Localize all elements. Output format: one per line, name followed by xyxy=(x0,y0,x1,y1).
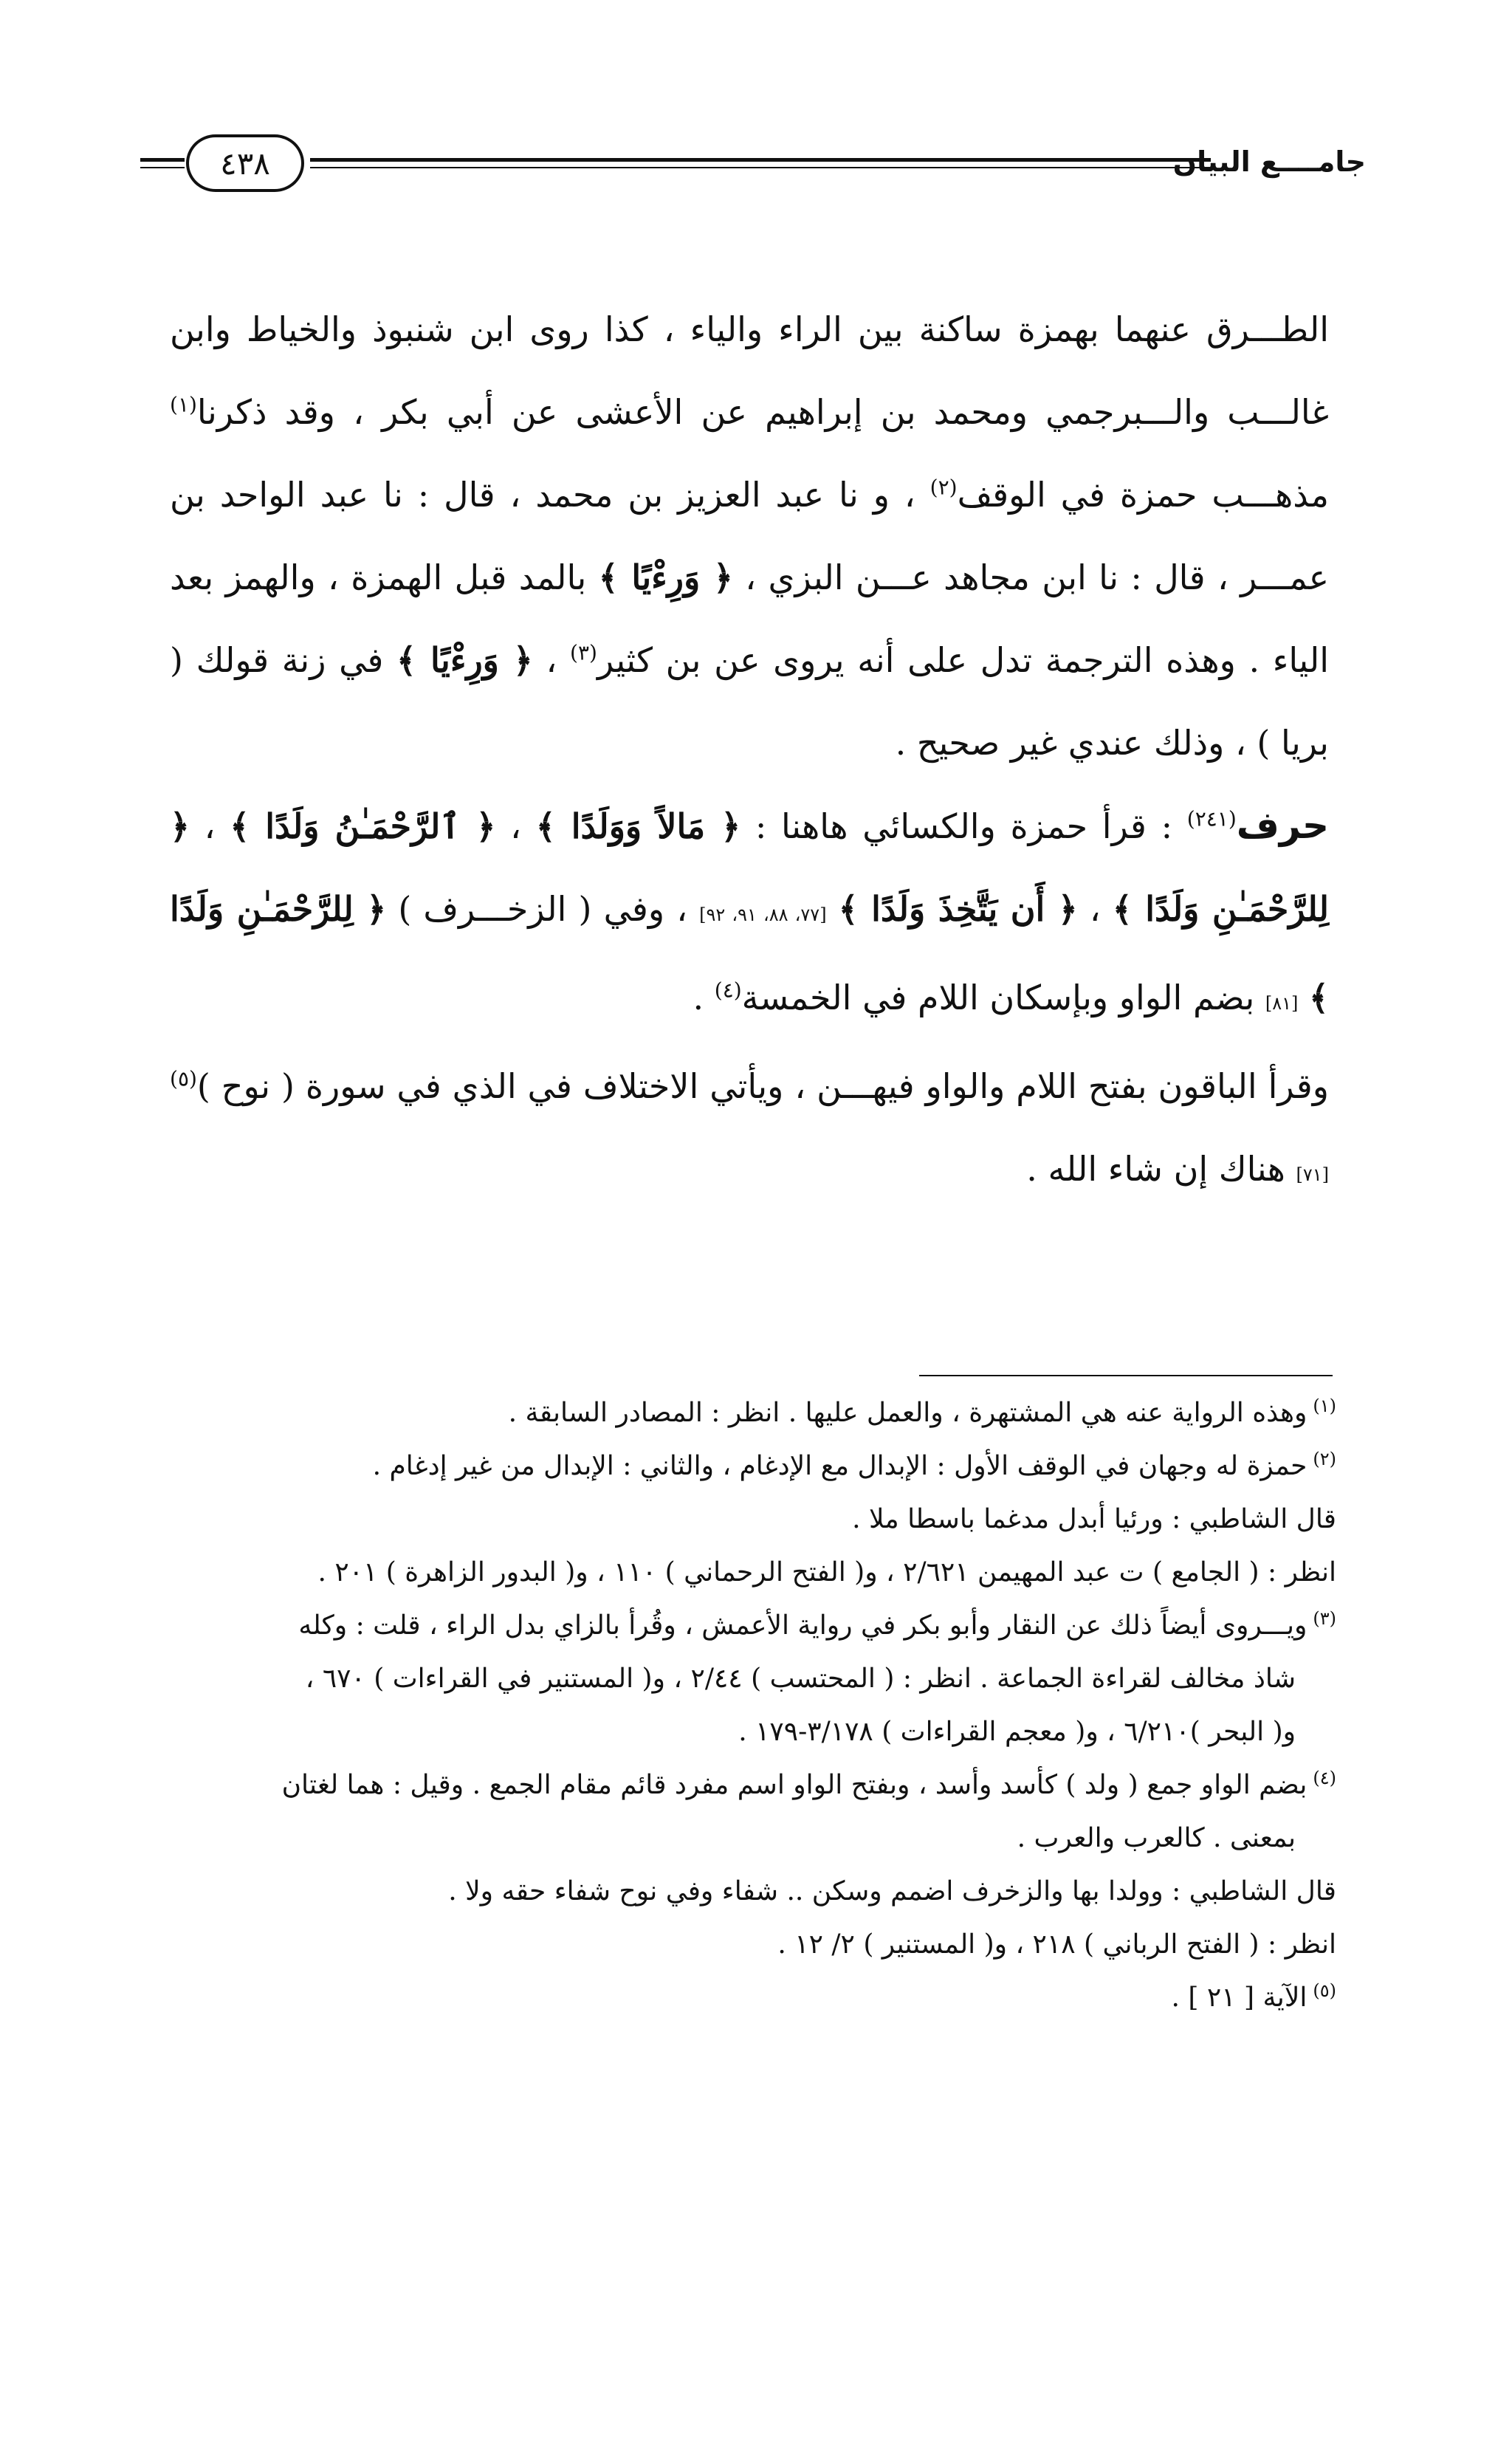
footnote-3-text: ويـــروى أيضاً ذلك عن النقار وأبو بكر في رواية الأعمش ، وقُرأ بالزاي بدل الراء ، قلت : وكله xyxy=(298,1610,1307,1641)
footnote-1-text: وهذه الرواية عنه هي المشتهرة ، والعمل عليها . انظر : المصادر السابقة . xyxy=(508,1398,1307,1428)
footnote-1 xyxy=(155,1387,1336,1440)
footnote-3-cont-1-text: شاذ مخالف لقراءة الجماعة . انظر : ( المحتسب ) ٢/٤٤ ، و( المستنير في القراءات ) ٦٧٠ ، xyxy=(305,1664,1296,1694)
footnote-2-cont-2 xyxy=(155,1546,1336,1599)
footnote-2-text: حمزة له وجهان في الوقف الأول : الإبدال مع الإدغام ، والثاني : الإبدال من غير إدغام . xyxy=(372,1451,1307,1481)
header-rule-left-thin xyxy=(140,167,185,168)
footnote-4-cont-1-text: بمعنى . كالعرب والعرب . xyxy=(1017,1823,1296,1853)
p2-line-3b: . xyxy=(693,978,704,1017)
harf-label: حرف xyxy=(1236,804,1330,847)
verse-1: ﴿ مَالاً وَوَلَدًا ﴾ xyxy=(535,806,741,846)
footnote-2-cont-1 xyxy=(155,1493,1336,1546)
footnote-ref-3[interactable]: (٣) xyxy=(570,640,597,665)
footnote-ref-5[interactable]: (٥) xyxy=(170,1066,197,1091)
running-header xyxy=(140,126,1366,199)
p2-line-1a: : قرأ حمزة والكسائي هاهنا : xyxy=(755,806,1173,846)
footnote-3-number: (٣) xyxy=(1313,1608,1336,1629)
footnote-ref-2[interactable]: (٢) xyxy=(929,475,958,500)
header-rule-left xyxy=(140,158,185,162)
footnote-4-cont-1 xyxy=(155,1812,1336,1865)
header-rule-thick xyxy=(310,158,1211,162)
harf-number: (٢٤١) xyxy=(1186,806,1237,831)
p1-line-4a: عمـــر ، قال : نا ابن مجاهد عـــن البزي ، xyxy=(745,557,1330,597)
p3-line-2b: هناك إن شاء الله . xyxy=(1026,1149,1285,1189)
p2-line-3a: بضم الواو وبإسكان اللام في الخمسة xyxy=(741,978,1255,1017)
footnote-3-cont-2 xyxy=(155,1706,1336,1759)
footnote-2 xyxy=(155,1440,1336,1493)
footnote-ref-4[interactable]: (٤) xyxy=(714,978,742,1003)
p1-line-2: غالـــب والـــبرجمي ومحمد بن إبراهيم عن الأعشى عن أبي بكر ، وقد ذكرنا xyxy=(196,392,1329,432)
p1-line-6: ( بريا ) ، وذلك عندي غير صحيح . xyxy=(170,640,1329,763)
verse-3: ﴿ لِلرَّحْمَـٰنِ وَلَدًا ﴾ xyxy=(170,806,1329,929)
footnote-5 xyxy=(155,1971,1336,2025)
p1-line-3b: ، و نا عبد العزيز بن محمد ، قال : نا عبد الواحد بن xyxy=(170,475,915,515)
footnote-1-number: (١) xyxy=(1313,1396,1336,1416)
verse-4: ﴿ أَن يَتَّخِذَ وَلَدًا ﴾ xyxy=(838,889,1078,929)
p1-line-1: الطـــرق عنهما بهمزة ساكنة بين الراء والياء ، كذا روى ابن شنبوذ والخياط وابن xyxy=(170,309,1329,349)
footnote-2-cont-2-text: انظر : ( الجامع ) ت عبد المهيمن ٢/٦٢١ ، و( الفتح الرحماني ) ١١٠ ، و( البدور الزاهرة ) ٢٠١ . xyxy=(317,1557,1336,1588)
p2-line-2b: ، وفي ( الزخـــرف ) xyxy=(398,889,688,929)
p1-line-3: مذهـــب حمزة في الوقف xyxy=(957,475,1330,515)
main-text xyxy=(170,288,1329,1216)
footnote-5-number: (٥) xyxy=(1313,1980,1336,2001)
footnote-2-number: (٢) xyxy=(1313,1449,1336,1469)
paragraph-1 xyxy=(170,288,1329,784)
footnote-4-text: بضم الواو جمع ( ولد ) كأسد وأسد ، وبفتح الواو اسم مفرد قائم مقام الجمع . وقيل : هما لغتان xyxy=(281,1770,1307,1800)
footnote-4-cont-3 xyxy=(155,1918,1336,1971)
verse-wariya-1: ﴿ وَرِءْيًا ﴾ xyxy=(598,557,733,597)
page-number: ٤٣٨ xyxy=(220,145,270,182)
verse-4-ref: [٧٧، ٨٨، ٩١، ٩٢] xyxy=(699,905,827,925)
footnote-3-cont-1 xyxy=(155,1652,1336,1706)
footnote-3-cont-2-text: و( البحر )٦/٢١٠ ، و( معجم القراءات ) ٣/١٧٨-١٧٩ . xyxy=(738,1717,1296,1747)
footnote-5-text: الآية [ ٢١ ] . xyxy=(1171,1983,1307,2013)
footnotes xyxy=(155,1387,1336,2025)
nuh-ref: [٧١] xyxy=(1296,1164,1329,1185)
verse-wariya-2: ﴿ وَرِءْيًا ﴾ xyxy=(396,640,533,680)
footnote-4 xyxy=(155,1759,1336,1812)
footnote-4-number: (٤) xyxy=(1313,1768,1336,1788)
p3-line-2a: ( نوح ) xyxy=(196,1066,295,1106)
paragraph-2: حرف$^{(٢٤١)}$ : قرأ حمزة والكسائي هاهنا : ﴿ مَالاً وَوَلَدًا ﴾ ، ﴿ ٱلرَّحْمَـٰنُ وَلَدًا ﴾ ، ﴿ لِلرَّحْمَـٰنِ وَلَدًا ﴾ ، ﴿ أَن يَتَّخِذَ وَلَدًا ﴾ [٧٧، ٨٨، ٩١، ٩٢] ، وفي ( الزخـــرف ) ﴿ لِلرَّحْمَـٰنِ وَلَدًا ﴾ [٨١] بضم الواو وبإسكان اللام في الخمسة$^{(٤)}$ . xyxy=(170,804,1330,1017)
p1-line-4b: بالمد قبل الهمزة ، والهمز بعد xyxy=(170,557,587,597)
footnote-3 xyxy=(155,1599,1336,1652)
book-title: جامــــع البيان xyxy=(1172,145,1366,178)
footnote-separator xyxy=(919,1375,1333,1376)
p1-line-5b: ، xyxy=(546,640,557,680)
p3-line-1: وقرأ الباقون بفتح اللام والواو فيهـــن ، ويأتي الاختلاف في الذي في سورة xyxy=(305,1066,1329,1106)
verse-2: ﴿ ٱلرَّحْمَـٰنُ وَلَدًا ﴾ xyxy=(230,806,496,846)
footnote-2-cont-1-text: قال الشاطبي : ورئيا أبدل مدغما باسطا ملا . xyxy=(852,1504,1336,1534)
p1-line-5c: في زنة قولك xyxy=(196,640,384,680)
p1-line-5a: الياء . وهذه الترجمة تدل على أنه يروى عن بن كثير xyxy=(597,640,1330,680)
header-rule-thin xyxy=(310,167,1211,168)
verse-5-ref: [٨١] xyxy=(1265,993,1299,1014)
footnote-4-cont-3-text: انظر : ( الفتح الرباني ) ٢١٨ ، و( المستنير ) ٢/ ١٢ . xyxy=(777,1929,1336,1960)
footnote-4-cont-2 xyxy=(155,1865,1336,1918)
verse-5: ﴿ لِلرَّحْمَـٰنِ وَلَدًا ﴾ xyxy=(170,889,1329,1017)
paragraph-3 xyxy=(170,1045,1329,1216)
footnote-ref-1[interactable]: (١) xyxy=(170,392,197,417)
footnote-4-cont-2-text: قال الشاطبي : وولدا بها والزخرف اضمم وسكن .. شفاء وفي نوح شفاء حقه ولا . xyxy=(448,1876,1336,1906)
page-number-badge xyxy=(186,134,304,192)
